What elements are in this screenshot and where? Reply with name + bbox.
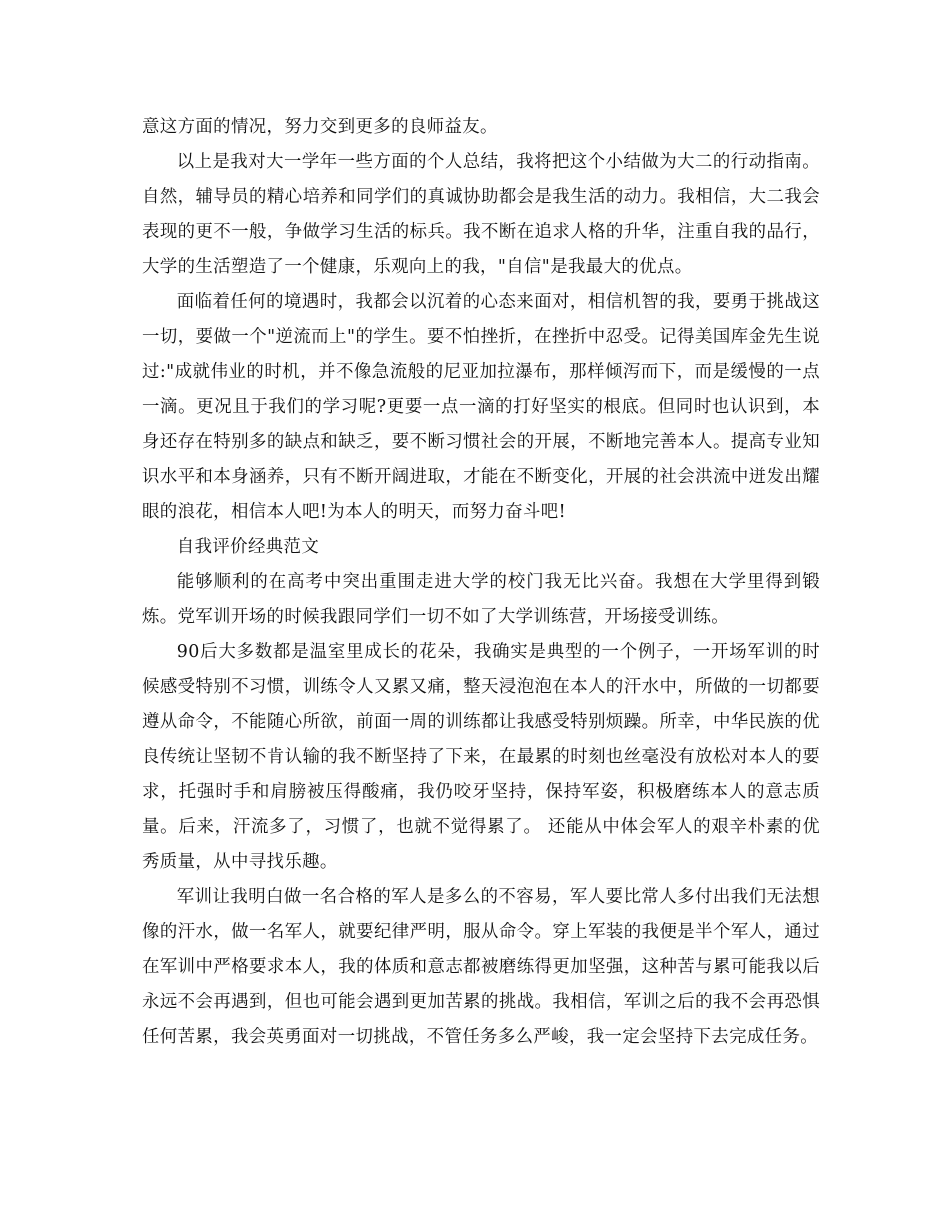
- paragraph-6: 军训让我明白做一名合格的军人是多么的不容易，军人要比常人多付出我们无法想像的汗水，做一名军人，就要纪律严明，服从命令。穿上军装的我便是半个军人，通过在军训中严格要求本人，我的体质和意志都被磨练得更加坚强，这种苦与累可能我以后永远不会再遇到，但也可能会遇到更加苦累的挑战。我相信，军训之后的我不会再恐惧任何苦累，我会英勇面对一切挑战，不管任务多么严峻，我一定会坚持下去完成任务。: [142, 887, 820, 1047]
- paragraph-1: 意这方面的情况，努力交到更多的良师益友。: [142, 117, 498, 137]
- paragraph-3: 面临着任何的境遇时，我都会以沉着的心态来面对，相信机智的我，要勇于挑战这一切，要做一个"逆流而上"的学生。要不怕挫折，在挫折中忍受。记得美国库金先生说过:"成就伟业的时机，并不像急流般的尼亚加拉瀑布，那样倾泻而下，而是缓慢的一点一滴。更况且于我们的学习呢?更要一点一滴的打好坚实的根底。但同时也认识到，本身还存在特别多的缺点和缺乏，要不断习惯社会的开展，不断地完善本人。提高专业知识水平和本身涵养，只有不断开阔进取，才能在不断变化，开展的社会洪流中迸发出耀眼的浪花，相信本人吧!为本人的明天，而努力奋斗吧!: [142, 292, 820, 522]
- paragraph-2: 以上是我对大一学年一些方面的个人总结，我将把这个小结做为大二的行动指南。自然，辅导员的精心培养和同学们的真诚协助都会是我生活的动力。我相信，大二我会表现的更不一般，争做学习生活的标兵。我不断在追求人格的升华，注重自我的品行，大学的生活塑造了一个健康，乐观向上的我，"自信"是我最大的优点。: [142, 152, 820, 277]
- paragraph-5: 90后大多数都是温室里成长的花朵，我确实是典型的一个例子，一开场军训的时候感受特别不习惯，训练令人又累又痛，整天浸泡泡在本人的汗水中，所做的一切都要遵从命令，不能随心所欲，前面一周的训练都让我感受特别烦躁。所幸，中华民族的优良传统让坚韧不肯认输的我不断坚持了下来，在最累的时刻也丝毫没有放松对本人的要求，托强时手和肩膀被压得酸痛，我仍咬牙坚持，保持军姿，积极磨练本人的意志质量。后来，汗流多了，习惯了，也就不觉得累了。 还能从中体会军人的艰辛朴素的优秀质量，从中寻找乐趣。: [142, 642, 820, 872]
- document-body: [142, 110, 820, 1055]
- paragraph-4: 能够顺利的在高考中突出重围走进大学的校门我无比兴奋。我想在大学里得到锻炼。党军训开场的时候我跟同学们一切不如了大学训练营，开场接受训练。: [142, 572, 820, 627]
- section-heading: 自我评价经典范文: [176, 537, 320, 557]
